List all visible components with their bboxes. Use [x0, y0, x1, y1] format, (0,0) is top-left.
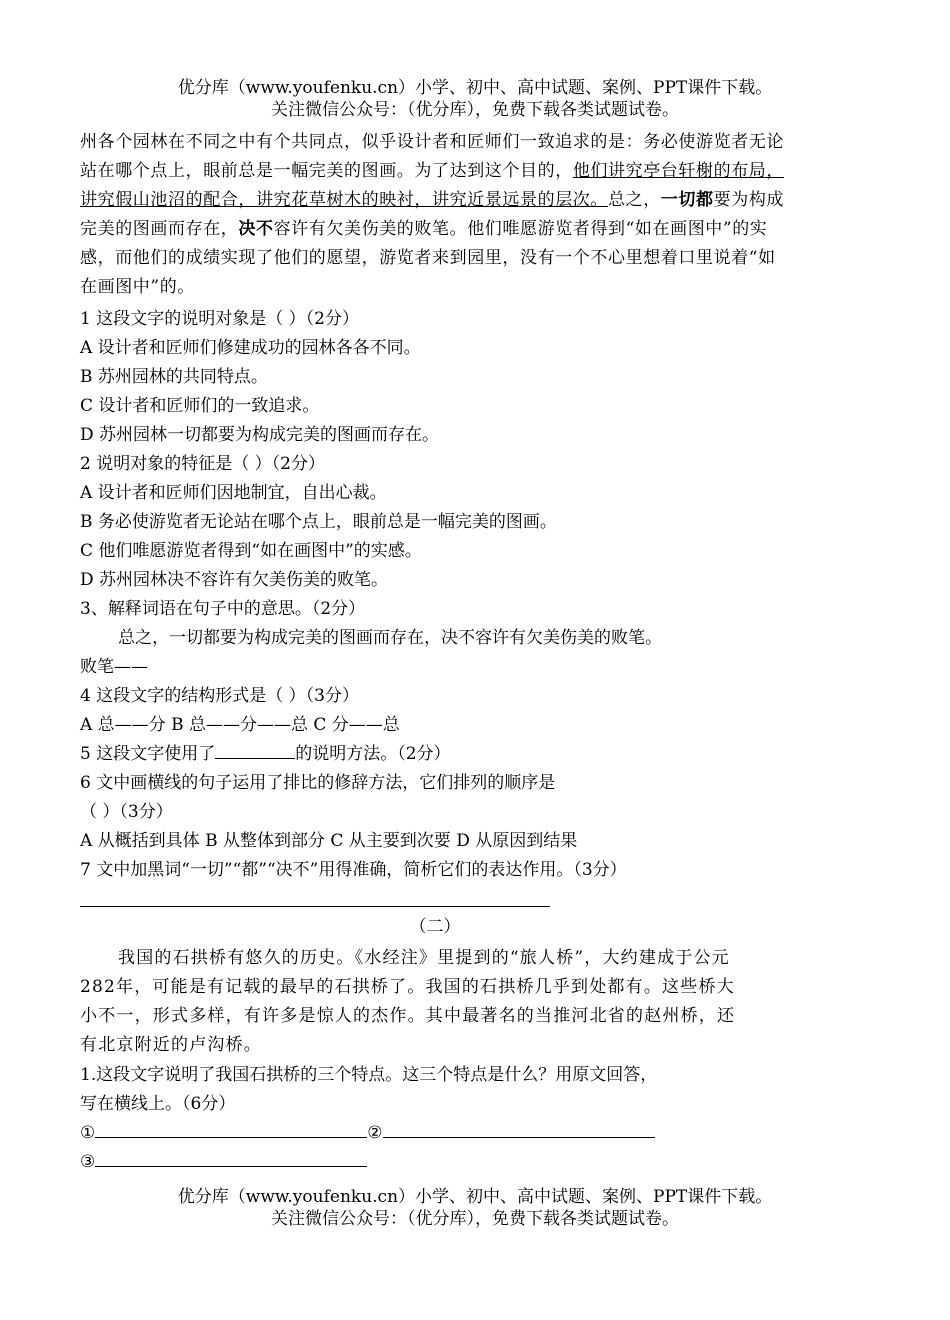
bold-word-yiqiedou: 一切都: [660, 190, 714, 210]
question-2: 2 说明对象的特征是（ ）（2分）: [80, 454, 325, 474]
question-1-option-d: D 苏州园林一切都要为构成完美的图画而存在。: [80, 425, 440, 445]
question-3: 3、解释词语在句子中的意思。（2分）: [80, 599, 366, 619]
answer-blank[interactable]: [215, 740, 295, 759]
question-1-option-c: C 设计者和匠师们的一致追求。: [80, 396, 320, 416]
header-line-1: 优分库（www.youfenku.cn）小学、初中、高中试题、案例、PPT课件下载。: [177, 78, 773, 98]
question-1: 1 这段文字的说明对象是（ ）（2分）: [80, 309, 359, 329]
answer-line[interactable]: [80, 906, 550, 907]
question-3-word: 败笔——: [80, 657, 148, 677]
answer-row-3: ③: [80, 1148, 367, 1177]
passage-1: 州各个园林在不同之中有个共同点，似乎设计者和匠师们一致追求的是：务必使游览者无论站在哪个点上，眼前总是一幅完美的图画。为了达到这个目的，他们讲究亭台轩榭的布局，讲究假山池沼的配合，讲究花草树木的映衬，讲究近景远景的层次。总之，一切都要为构成完美的图画而存在，决不容许有欠美伤美的败笔。他们唯愿游览者得到“如在画图中”的实感，而他们的成绩实现了他们的愿望，游览者来到园里，没有一个不心里想着口里说着“如在画图中”的。: [80, 132, 785, 297]
question-4-options: A 总——分 B 总——分——总 C 分——总: [80, 715, 400, 735]
question-4: 4 这段文字的结构形式是（ ）（3分）: [80, 686, 359, 706]
question-6-options: A 从概括到具体 B 从整体到部分 C 从主要到次要 D 从原因到结果: [80, 831, 578, 851]
passage-2: 我国的石拱桥有悠久的历史。《水经注》里提到的“旅人桥”，大约建成于公元282年，可能是有记载的最早的石拱桥了。我国的石拱桥几乎到处都有。这些桥大小不一，形式多样，有许多是惊人的杰作。其中最著名的当推河北省的赵州桥，还有北京附近的卢沟桥。: [80, 948, 736, 1055]
answer-blank-3[interactable]: [95, 1148, 367, 1167]
footer-line-2: 关注微信公众号：（优分库），免费下载各类试题试卷。: [271, 1209, 679, 1229]
question-2-option-c: C 他们唯愿游览者得到“如在画图中”的实感。: [80, 541, 422, 561]
section-2-question-1-line-1: 1.这段文字说明了我国石拱桥的三个特点。这三个特点是什么？用原文回答，: [80, 1065, 658, 1085]
bold-word-jue-bu: 决不: [238, 219, 274, 239]
question-5: 5 这段文字使用了 的说明方法。（2分）: [80, 740, 451, 769]
question-6-paren: （ ）（3分）: [80, 802, 173, 822]
answer-blank-1[interactable]: [95, 1119, 367, 1138]
answer-row-1-2: ① ②: [80, 1119, 655, 1148]
section-2-heading: （二）: [409, 917, 461, 937]
answer-blank-2[interactable]: [383, 1119, 655, 1138]
question-3-quote: 总之，一切都要为构成完美的图画而存在，决不容许有欠美伤美的败笔。: [118, 628, 662, 648]
question-6: 6 文中画横线的句子运用了排比的修辞方法，它们排列的顺序是: [80, 773, 556, 793]
underlined-sentence: 他们讲究亭台轩榭的布局，讲究假山池沼的配合，讲究花草树木的映衬，讲究近景远景的层次。: [80, 161, 785, 210]
question-2-option-a: A 设计者和匠师们因地制宜，自出心裁。: [80, 483, 387, 503]
question-1-option-a: A 设计者和匠师们修建成功的园林各各不同。: [80, 338, 421, 358]
footer-line-1: 优分库（www.youfenku.cn）小学、初中、高中试题、案例、PPT课件下载。: [177, 1187, 773, 1207]
header-line-2: 关注微信公众号：（优分库），免费下载各类试题试卷。: [271, 100, 679, 120]
section-2-question-1-line-2: 写在横线上。（6分）: [80, 1094, 236, 1114]
question-7: 7 文中加黑词“一切”“都”“决不”用得准确，简析它们的表达作用。（3分）: [80, 860, 627, 880]
question-1-option-b: B 苏州园林的共同特点。: [80, 367, 268, 387]
question-2-option-d: D 苏州园林决不容许有欠美伤美的败笔。: [80, 570, 389, 590]
question-2-option-b: B 务必使游览者无论站在哪个点上，眼前总是一幅完美的图画。: [80, 512, 557, 532]
